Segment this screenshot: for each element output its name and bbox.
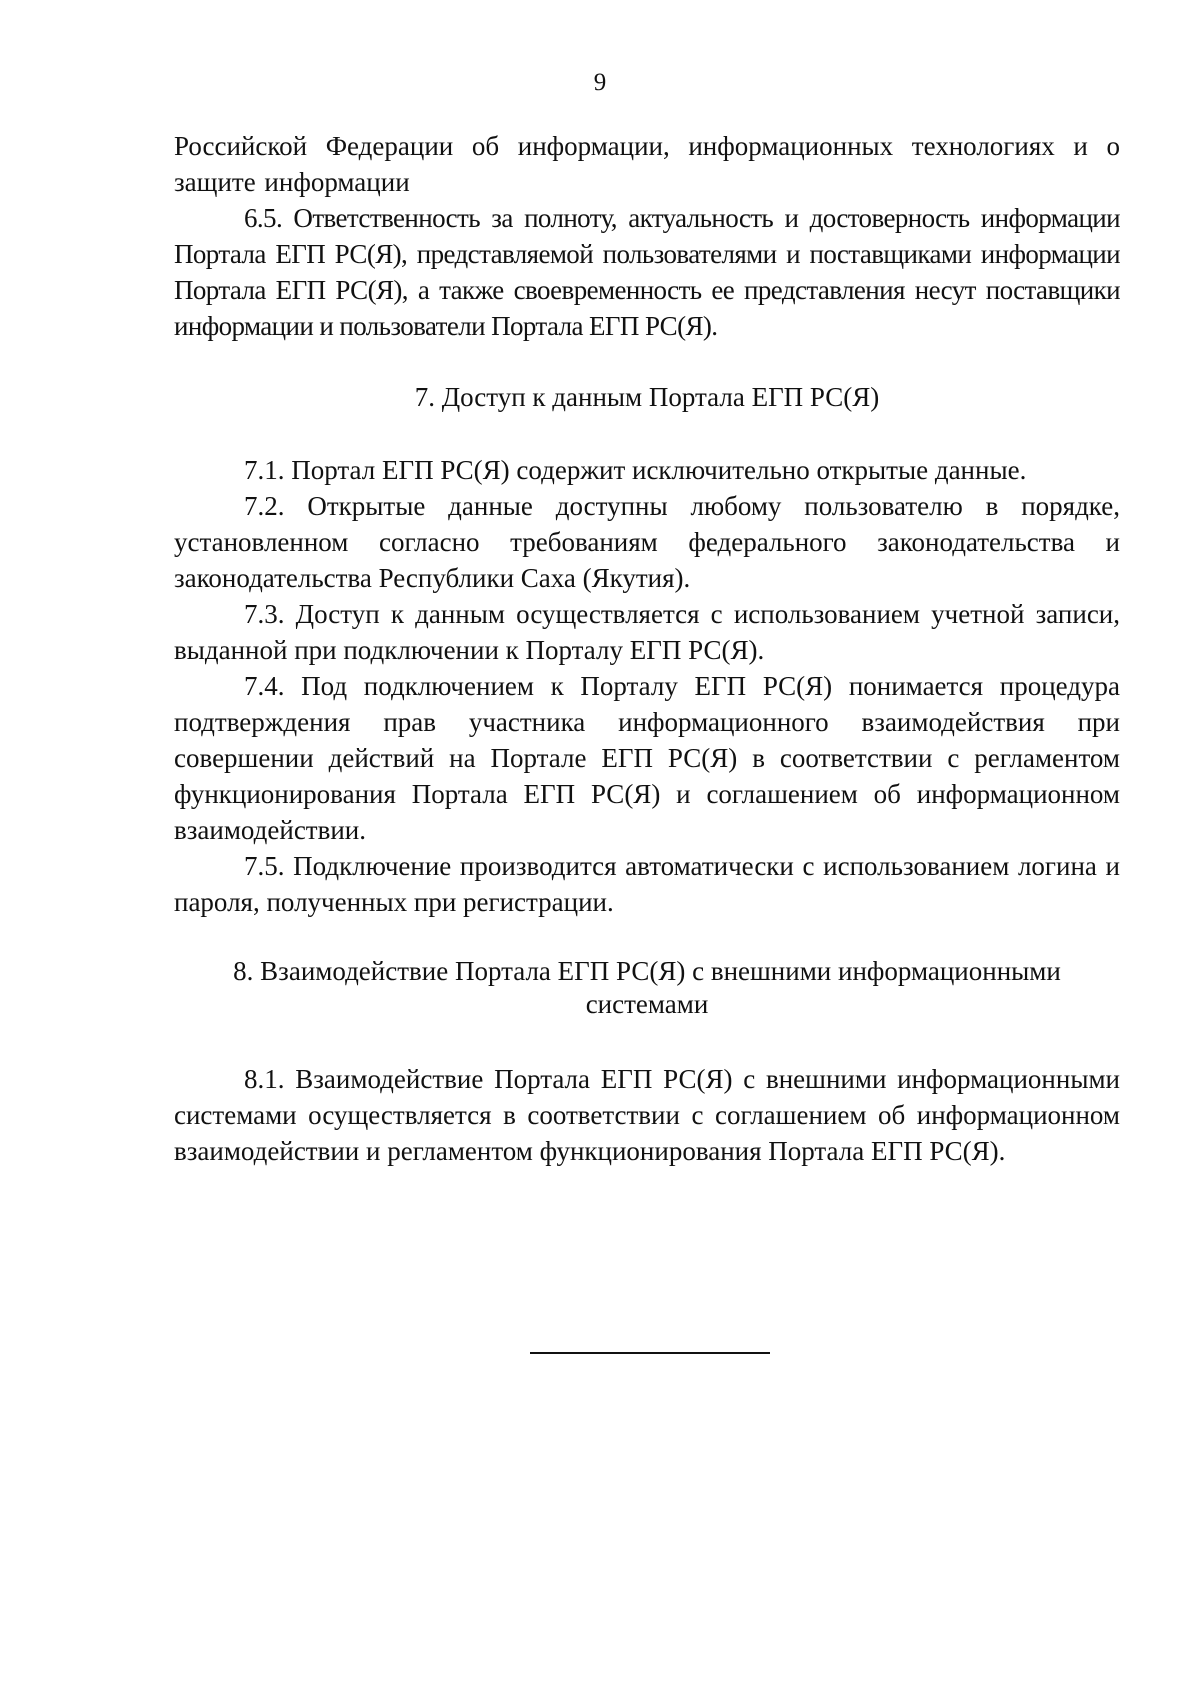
paragraph-6-5: 6.5. Ответственность за полноту, актуальность и достоверность информации Портала ЕГП РС(Я), представляемой пользователями и поставщиками информации Портала ЕГП РС(Я), а также своевременность ее представления несут поставщики информации и пользователи Портала ЕГП РС(Я). (174, 203, 1120, 341)
continuation-paragraph: Российской Федерации об информации, информационных технологиях и о защите информации (174, 131, 1120, 197)
paragraph-7-1: 7.1. Портал ЕГП РС(Я) содержит исключительно открытые данные. (244, 455, 1027, 485)
paragraph-8-1: 8.1. Взаимодействие Портала ЕГП РС(Я) с внешними информационными системами осуществляется в соответствии с соглашением об информационном взаимодействии и регламентом функционирования Портала ЕГП РС(Я). (174, 1064, 1120, 1166)
end-of-document-rule (530, 1352, 770, 1354)
paragraph-7-5: 7.5. Подключение производится автоматически с использованием логина и пароля, полученных при регистрации. (174, 851, 1120, 917)
paragraph-7-3: 7.3. Доступ к данным осуществляется с использованием учетной записи, выданной при подключении к Порталу ЕГП РС(Я). (174, 599, 1120, 665)
paragraph-7-2: 7.2. Открытые данные доступны любому пользователю в порядке, установленном согласно требованиям федерального законодательства и законодательства Республики Саха (Якутия). (174, 491, 1120, 593)
section-7-heading: 7. Доступ к данным Портала ЕГП РС(Я) (414, 382, 880, 412)
section-8-heading-line-2: системами (585, 989, 709, 1019)
page-number: 9 (593, 69, 607, 96)
section-8-heading-line-1: 8. Взаимодействие Портала ЕГП РС(Я) с внешними информационными (233, 956, 1061, 986)
paragraph-7-4: 7.4. Под подключением к Порталу ЕГП РС(Я) понимается процедура подтверждения прав участника информационного взаимодействия при совершении действий на Портале ЕГП РС(Я) в соответствии с регламентом функционирования Портала ЕГП РС(Я) и соглашением об информационном взаимодействии. (174, 671, 1120, 845)
section-8-heading (174, 955, 1120, 1021)
document-body (174, 128, 1120, 1169)
